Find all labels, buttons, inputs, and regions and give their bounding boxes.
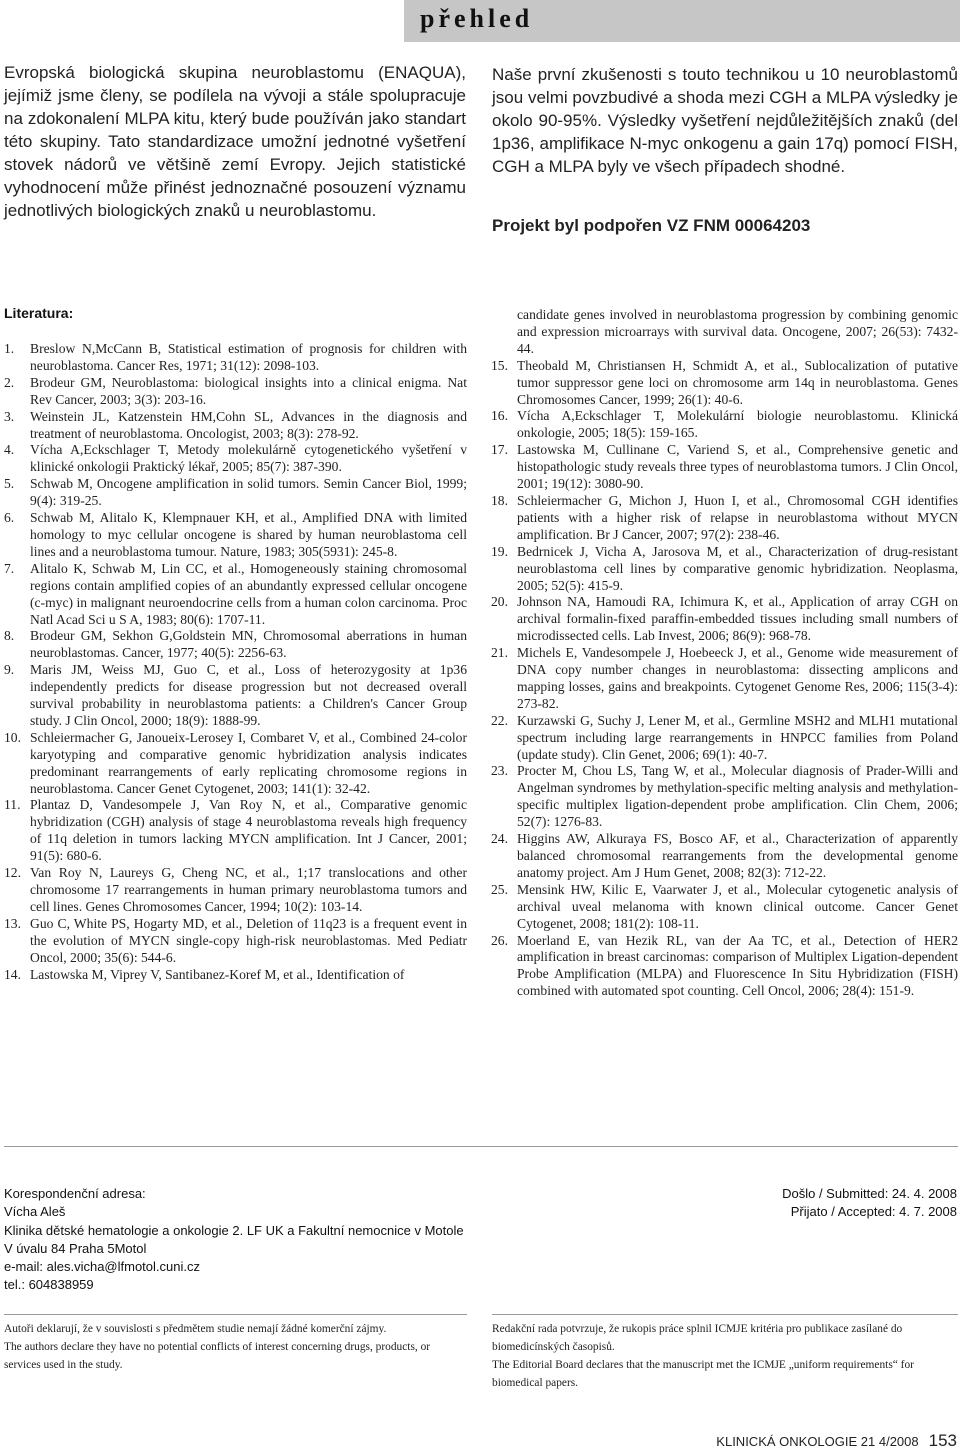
reference-item [491,544,958,595]
reference-continuation: candidate genes involved in neuroblastoma progression by combining genomic and expression microarrays with survival data. Oncogene, 2007; 26(53): 7432-44. [517,307,958,356]
reference-item [491,763,958,831]
reference-text: Theobald M, Christiansen H, Schmidt A, et al., Sublocalization of putative tumor suppressor gene loci on chromosome arm 14q in neuroblastoma. Genes Chromosomes Cancer, 1999; 26(1): 40-6. [517,357,958,407]
reference-number: 3. [4,408,15,424]
reference-text: Bedrnicek J, Vicha A, Jarosova M, et al., Characterization of drug-resistant neuroblastoma cell lines by comparative genomic hybridization. Neoplasma, 2005; 52(5): 415-9. [517,543,958,593]
reference-number: 23. [491,763,508,779]
reference-text: Brodeur GM, Sekhon G,Goldstein MN, Chromosomal aberrations in human neuroblastomas. Cancer, 1977; 40(5): 2256-63. [30,628,467,661]
editorial-disclaimer-en: The Editorial Board declares that the manuscript met the ICMJE „uniform requirements“ for biomedical papers. [492,1359,914,1389]
reference-text: Michels E, Vandesompele J, Hoebeeck J, et al., Genome wide measurement of DNA copy number changes in neuroblastoma: dissecting amplicons and mapping losses, gains and breakpoints. Cytogenet Genome Res, 2006; 115(3-4): 273-82. [517,645,958,711]
reference-item [491,713,958,764]
reference-number: 14. [4,966,21,982]
author-name: Vícha Aleš [4,1204,66,1220]
reference-text: Lastowska M, Viprey V, Santibanez-Koref M, et al., Identification of [30,966,405,982]
reference-item [491,442,958,493]
page-footer [716,1431,957,1451]
reference-text: Vícha A,Eckschlager T, Metody molekulárně cytogenetického vyšetření v klinické onkologii Praktický lékař, 2005; 85(7): 387-390. [30,442,467,475]
reference-number: 16. [491,408,508,424]
reference-text: Van Roy N, Laureys G, Cheng NC, et al., 1;17 translocations and other chromosome 17 rearrangements in human primary neuroblastoma tumors and cell lines. Genes Chromosomes Cancer, 1994; 10(2): 103-14. [30,865,467,914]
literature-heading: Literatura: [4,305,74,321]
reference-number: 18. [491,492,508,508]
reference-list-left [4,341,467,983]
reference-number: 24. [491,831,508,847]
reference-list-right [491,307,958,1000]
reference-number: 13. [4,915,21,931]
reference-number: 1. [4,341,15,356]
reference-number: 21. [491,645,508,661]
editorial-disclaimer [492,1320,958,1392]
reference-text: Schleiermacher G, Michon J, Huon I, et al., Chromosomal CGH identifies patients with a higher risk of relapse in neuroblastoma without MYCN amplification. Br J Cancer, 2007; 97(2): 238-46. [517,492,958,542]
reference-item [491,831,958,882]
reference-number: 17. [491,442,508,458]
submission-dates [782,1185,957,1222]
reference-item [4,865,467,916]
reference-text: Kurzawski G, Suchy J, Lener M, et al., Germline MSH2 and MLH1 mutational spectrum including large rearrangements in HNPCC families from Poland (update study). Clin Genet, 2006; 69(1): 40-7. [517,712,958,762]
reference-text: Plantaz D, Vandesompele J, Van Roy N, et al., Comparative genomic hybridization (CGH) analysis of stage 4 neuroblastoma reveals high frequency of 11q deletion in tumors lacking MYCN amplification. Int J Cancer, 2001; 91(5): 680-6. [30,797,467,864]
section-title: přehled [420,4,534,33]
reference-text: Alitalo K, Schwab M, Lin CC, et al., Homogeneously staining chromosomal regions contain amplified copies of an abundantly expressed cellular oncogene (c-myc) in malignant neuroendocrine cells from a human colon carcinoma. Proc Natl Acad Sci u S A, 1983; 80(6): 1707-11. [30,560,467,627]
reference-number: 15. [491,357,508,373]
reference-item [4,730,467,798]
phone-number: tel.: 604838959 [4,1277,94,1293]
reference-number: 8. [4,628,15,644]
reference-item [491,645,958,713]
reference-item [4,561,467,629]
divider [492,1314,958,1315]
correspondence-label: Korespondenční adresa: [4,1186,146,1201]
authors-disclaimer [4,1320,467,1374]
reference-item [491,882,958,933]
authors-disclaimer-en: The authors declare they have no potential conflicts of interest concerning drugs, products, or services used in the study. [4,1341,431,1371]
reference-number: 6. [4,510,15,526]
divider [4,1146,958,1147]
reference-text: Schleiermacher G, Janoueix-Lerosey I, Combaret V, et al., Combined 24-color karyotyping and comparative genomic hybridization analysis indicates predominant rearrangements of early replicating chromosome regions in neuroblastoma. Cancer Genet Cytogenet, 2003; 141(1): 32-42. [30,729,467,796]
reference-text: Schwab M, Oncogene amplification in solid tumors. Semin Cancer Biol, 1999; 9(4): 319-25. [30,476,467,509]
reference-text: Procter M, Chou LS, Tang W, et al., Molecular diagnosis of Prader-Willi and Angelman syndromes by methylation-specific melting analysis and methylation-specific multiplex ligation-dependent probe amplification. Clin Chem, 2006; 52(7): 1276-83. [517,763,958,830]
submitted-date: Došlo / Submitted: 24. 4. 2008 [782,1186,957,1201]
reference-item [491,408,958,442]
intro-paragraph-right: Naše první zkušenosti s touto technikou u 10 neuroblastomů jsou velmi povzbudivé a shoda mezi CGH a MLPA výsledky je okolo 90-95%. Výsledky vyšetření nejdůležitějších znaků (del 1p36, amplifikace N-myc onkogenu a gain 17q) pomocí FISH, CGH a MLPA byly ve všech případech shodné. [492,65,958,176]
reference-item [4,967,467,984]
correspondence-block [4,1185,604,1295]
authors-disclaimer-cz: Autoři deklarují, že v souvislosti s předmětem studie nemají žádné komerční zájmy. [4,1323,387,1335]
reference-item [4,916,467,967]
page-number: 153 [928,1431,957,1450]
reference-number: 12. [4,865,21,881]
journal-issue: KLINICKÁ ONKOLOGIE 21 4/2008 [716,1434,919,1449]
reference-item [491,594,958,645]
reference-number: 4. [4,442,15,458]
reference-number: 20. [491,594,508,610]
reference-text: Maris JM, Weiss MJ, Guo C, et al., Loss of heterozygosity at 1p36 independently predicts for disease progression but not decreased overall survival probability in neuroblastoma patients: a Children's Cancer Group study. J Clin Oncol, 2000; 18(9): 1888-99. [30,662,467,728]
institution: Klinika dětské hematologie a onkologie 2. LF UK a Fakultní nemocnice v Motole [4,1222,464,1238]
reference-item [4,628,467,662]
reference-item [4,409,467,443]
reference-text: Moerland E, van Hezik RL, van der Aa TC, et al., Detection of HER2 amplification in breast carcinomas: comparison of Multiplex Ligation-dependent Probe Amplification (MLPA) and Fluorescence In Situ Hybridization (FISH) combined with automated spot counting. Cell Oncol, 2006; 28(4): 151-9. [517,932,958,999]
reference-number: 25. [491,881,508,897]
reference-item [491,933,958,1001]
editorial-disclaimer-cz: Redakční rada potvrzuje, že rukopis práce splnil ICMJE kritéria pro publikace zasílané do biomedicínských časopisů. [492,1323,903,1353]
reference-text: Johnson NA, Hamoudi RA, Ichimura K, et al., Application of array CGH on archival formalin-fixed paraffin-embedded tissues including small numbers of microdissected cells. Lab Invest, 2006; 86(9): 968-78. [517,594,958,644]
reference-text: Vícha A,Eckschlager T, Molekulární biologie neuroblastomu. Klinická onkologie, 2005; 18(5): 159-165. [517,408,958,441]
reference-item [4,442,467,476]
reference-item [491,358,958,409]
reference-number: 10. [4,729,21,745]
reference-text: Brodeur GM, Neuroblastoma: biological insights into a clinical enigma. Nat Rev Cancer, 2003; 3(3): 203-16. [30,374,467,407]
reference-item [4,476,467,510]
reference-text: Schwab M, Alitalo K, Klempnauer KH, et al., Amplified DNA with limited homology to myc cellular oncogene is shared by human neuroblastoma cell lines and a neuroblastoma tumour. Nature, 1983; 305(5931): 245-8. [30,510,467,559]
reference-text: Lastowska M, Cullinane C, Variend S, et al., Comprehensive genetic and histopathologic study reveals three types of neuroblastoma tumors. J Clin Oncol, 2001; 19(12): 3080-90. [517,442,958,492]
email-address: e-mail: ales.vicha@lfmotol.cuni.cz [4,1259,200,1275]
reference-text: Breslow N,McCann B, Statistical estimation of prognosis for children with neuroblastoma. Cancer Res, 1971; 31(12): 2098-103. [30,341,467,373]
reference-item [4,797,467,865]
reference-number: 7. [4,560,15,576]
reference-number: 11. [4,797,21,813]
accepted-date: Přijato / Accepted: 4. 7. 2008 [790,1204,957,1220]
reference-text: Mensink HW, Kilic E, Vaarwater J, et al., Molecular cytogenetic analysis of archival uveal melanoma with known clinical outcome. Cancer Genet Cytogenet, 2008; 181(2): 108-11. [517,881,958,931]
reference-item [4,662,467,730]
reference-number: 19. [491,543,508,559]
reference-item [4,510,467,561]
reference-number: 22. [491,712,508,728]
reference-text: Weinstein JL, Katzenstein HM,Cohn SL, Advances in the diagnosis and treatment of neuroblastoma. Oncologist, 2003; 8(3): 278-92. [30,408,467,441]
intro-paragraph-left: Evropská biologická skupina neuroblastomu (ENAQUA), jejímiž jsme členy, se podílela na vývoji a stále spolupracuje na zdokonalení MLPA kitu, který bude používán jako standart této skupiny. Tato standardizace umožní jednotné vyšetření stovek nádorů ve většině zemí Evropy. Jejich statistické vyhodnocení může přinést jednoznačné posouzení významu jednotlivých biologických znaků u neuroblastomu. [4,63,466,220]
reference-item [491,493,958,544]
reference-number: 9. [4,662,15,678]
reference-number: 26. [491,932,508,948]
street-address: V úvalu 84 Praha 5Motol [4,1240,147,1256]
divider [4,1314,467,1315]
reference-item [4,341,467,375]
reference-item [4,375,467,409]
reference-number: 5. [4,476,15,492]
reference-text: Guo C, White PS, Hogarty MD, et al., Deletion of 11q23 is a frequent event in the evolution of MYCN single-copy high-risk neuroblastomas. Med Pediatr Oncol, 2000; 35(6): 544-6. [30,915,467,965]
reference-text: Higgins AW, Alkuraya FS, Bosco AF, et al., Characterization of apparently balanced chromosomal rearrangements from the developmental genome anatomy project. Am J Hum Genet, 2008; 82(3): 712-22. [517,831,958,880]
reference-number: 2. [4,374,15,390]
funding-statement: Projekt byl podpořen VZ FNM 00064203 [492,216,811,235]
